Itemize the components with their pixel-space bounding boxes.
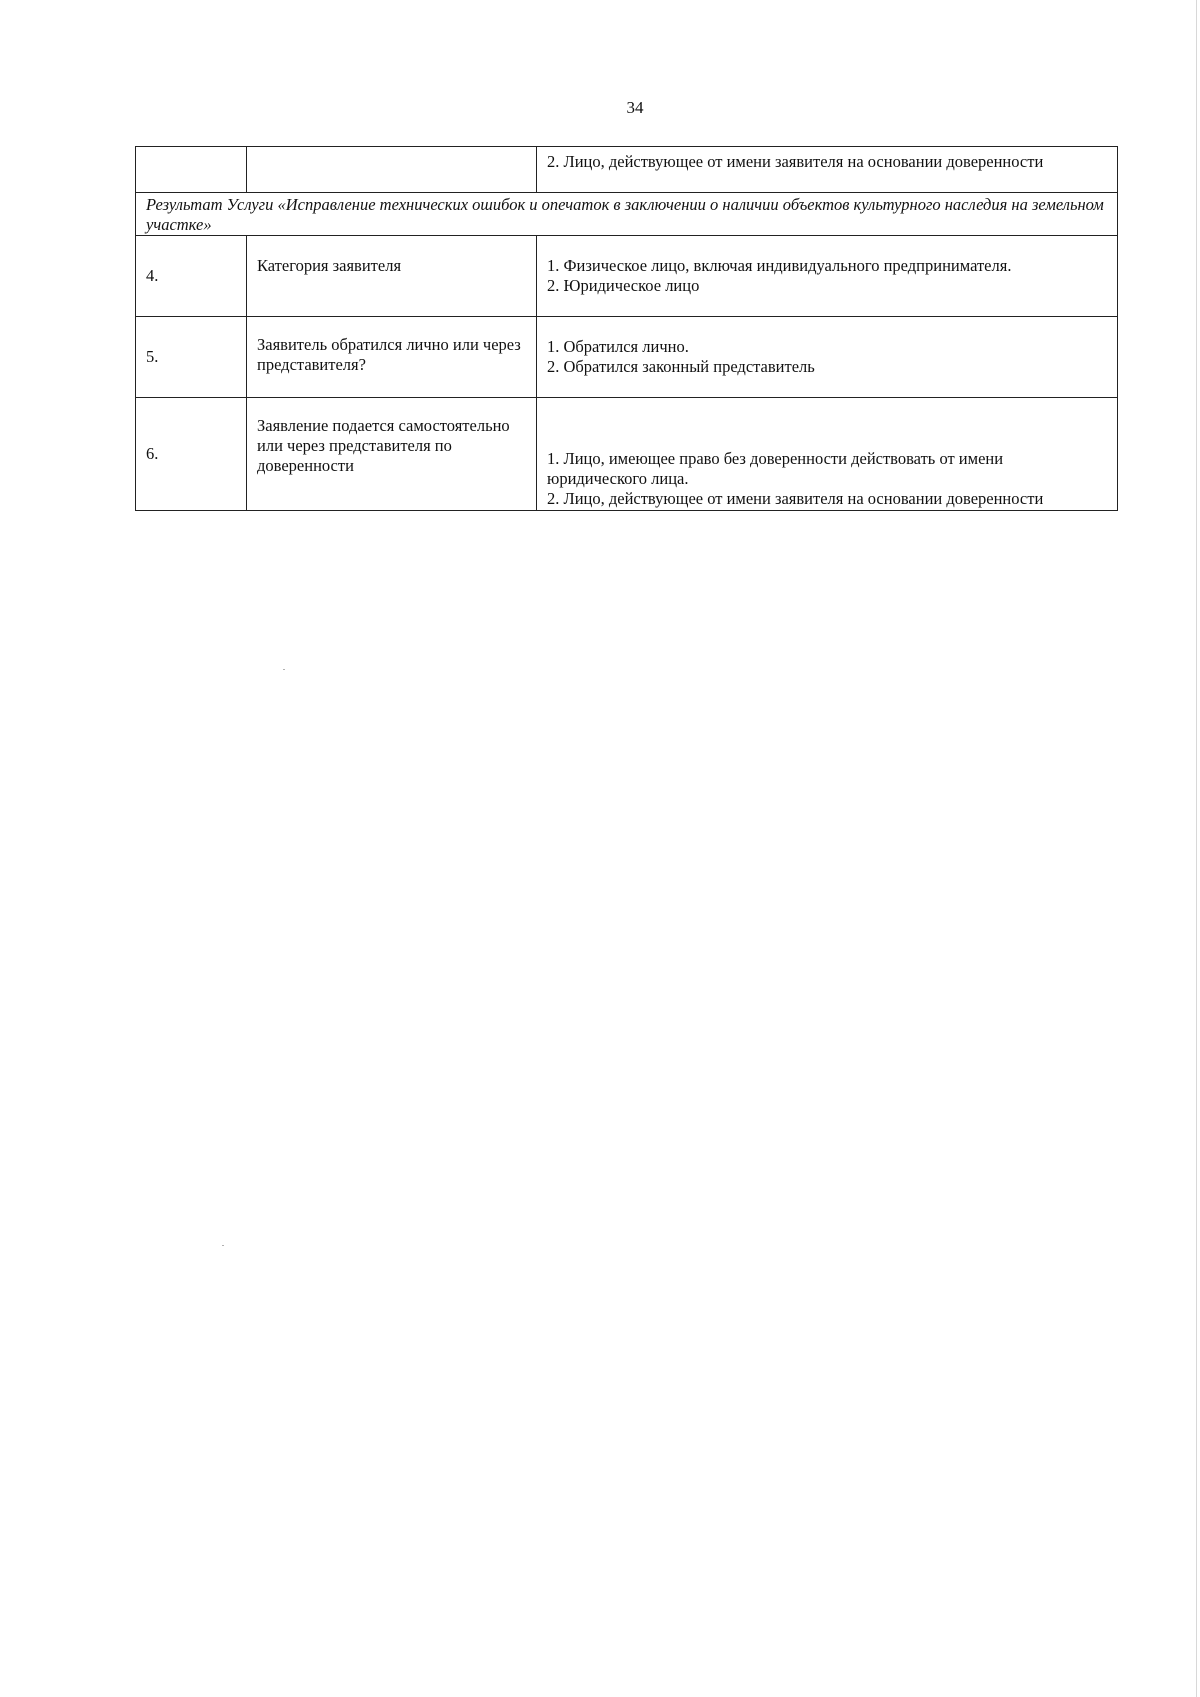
option-text: 1. Обратился лично. — [547, 337, 689, 356]
section-title: Результат Услуги «Исправление технических ошибок и опечаток в заключении о наличии объектов культурного наследия на земельном участке» — [136, 193, 1118, 236]
document-table — [135, 146, 1118, 511]
table-section-row — [136, 193, 1118, 236]
table-row — [136, 236, 1118, 317]
criterion-cell: Заявитель обратился лично или через представителя? — [247, 317, 537, 398]
option-text: 2. Лицо, действующее от имени заявителя на основании доверенности — [547, 489, 1044, 508]
page-number: 34 — [626, 98, 644, 117]
row-number-cell: 4. — [136, 236, 247, 317]
options-cell — [537, 236, 1118, 317]
option-text: 1. Лицо, имеющее право без доверенности действовать от имени юридического лица. — [547, 449, 1004, 488]
scan-edge-line — [1196, 0, 1197, 1697]
criterion-cell — [247, 147, 537, 193]
scan-speck — [222, 1245, 224, 1246]
criterion-cell: Категория заявителя — [247, 236, 537, 317]
option-text: 2. Обратился законный представитель — [547, 357, 815, 376]
row-number-cell: 5. — [136, 317, 247, 398]
criterion-cell: Заявление подается самостоятельно или через представителя по доверенности — [247, 398, 537, 511]
options-cell — [537, 398, 1118, 511]
row-number-cell — [136, 147, 247, 193]
scan-speck — [283, 669, 285, 670]
option-text: 2. Лицо, действующее от имени заявителя на основании доверенности — [547, 152, 1044, 171]
table-row-continuation — [136, 147, 1118, 193]
row-number-cell: 6. — [136, 398, 247, 511]
table-row — [136, 398, 1118, 511]
option-text: 2. Юридическое лицо — [547, 276, 700, 295]
options-cell — [537, 147, 1118, 193]
options-cell — [537, 317, 1118, 398]
table-row — [136, 317, 1118, 398]
option-text: 1. Физическое лицо, включая индивидуального предпринимателя. — [547, 256, 1012, 275]
